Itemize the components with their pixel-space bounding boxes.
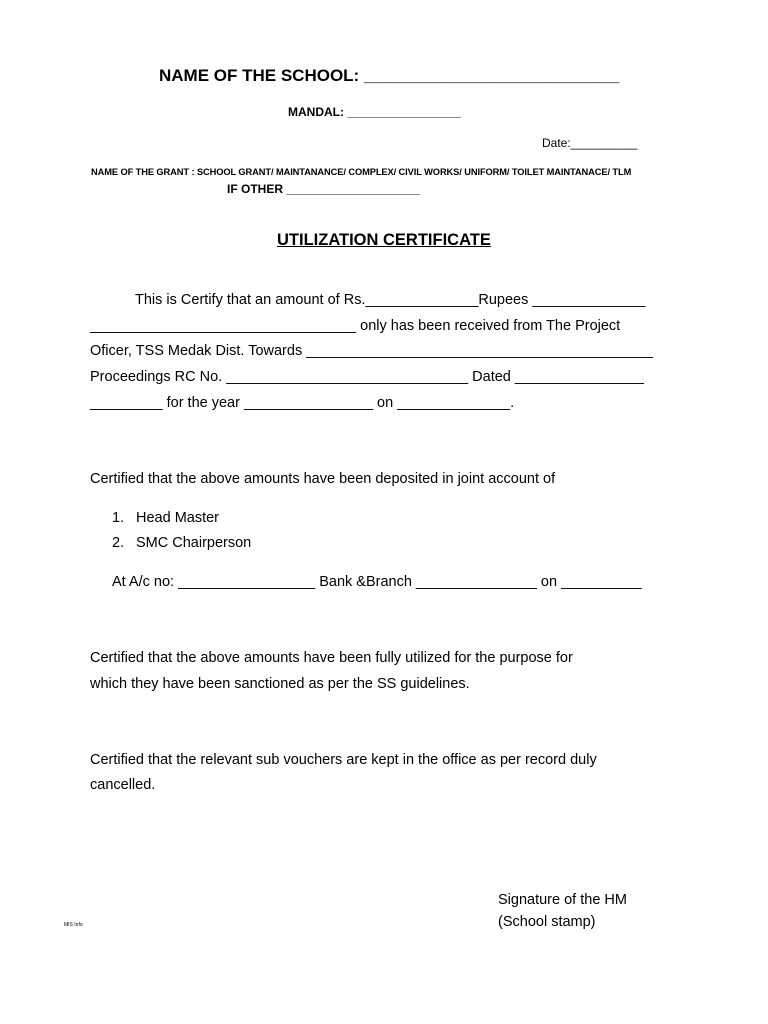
deposit-statement: Certified that the above amounts have been deposited in joint account of [90,471,556,487]
date-line: Date:__________ [542,136,638,150]
list-item [112,535,251,551]
stamp-label: (School stamp) [498,914,596,930]
vouchers-line-1: Certified that the relevant sub vouchers are kept in the office as per record duly [90,752,597,768]
list-item [112,510,219,526]
account-details-line: At A/c no: _________________ Bank &Branch _______________ on __________ [112,574,642,590]
mandal-line: MANDAL: _________________ [288,105,461,119]
certify-line-3: Oficer, TSS Medak Dist. Towards ___________________________________________ [90,343,653,359]
grant-name-line: NAME OF THE GRANT : SCHOOL GRANT/ MAINTANANCE/ COMPLEX/ CIVIL WORKS/ UNIFORM/ TOILET MAINTANACE/ TLM [91,167,632,177]
certify-line-4: Proceedings RC No. ______________________________ Dated ________________ [90,369,644,385]
if-other-line: IF OTHER ____________________ [227,182,420,196]
document-title: UTILIZATION CERTIFICATE [277,231,491,249]
certify-line-2: _________________________________ only has been received from The Project [90,318,621,334]
list-item-number: 1. [112,510,125,526]
utilized-line-1: Certified that the above amounts have been fully utilized for the purpose for [90,650,573,666]
list-item-label: Head Master [136,510,220,526]
school-name-line: NAME OF THE SCHOOL: ___________________________ [159,66,620,85]
certify-line-5: _________ for the year ________________ on ______________. [90,395,515,411]
utilized-line-2: which they have been sanctioned as per the SS guidelines. [90,676,470,692]
footer-note: MIS Info [64,922,83,928]
list-item-label: SMC Chairperson [136,535,252,551]
vouchers-line-2: cancelled. [90,777,156,793]
signature-label: Signature of the HM [498,892,627,908]
list-item-number: 2. [112,535,125,551]
certify-line-1: This is Certify that an amount of Rs.______________Rupees ______________ [135,292,646,308]
